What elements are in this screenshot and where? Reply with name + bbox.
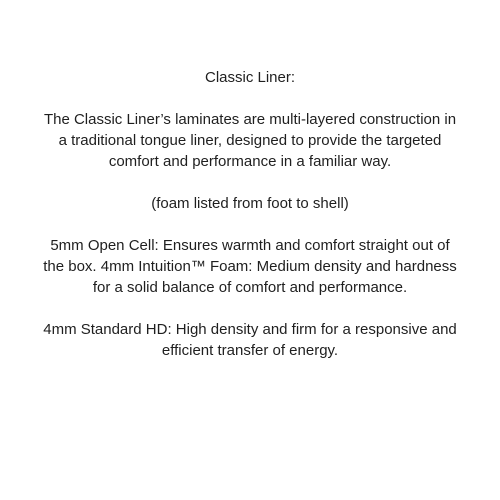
- intro-paragraph: The Classic Liner’s laminates are multi-layered construction in a traditional tongue liner, designed to provide the targeted comfort and performance in a familiar way.: [43, 111, 457, 170]
- layers-paragraph-1: 5mm Open Cell: Ensures warmth and comfort straight out of the box. 4mm Intuition™ Foam: Medium density and hardness for a solid balance of comfort and performance.: [43, 237, 457, 296]
- heading: Classic Liner:: [204, 69, 296, 86]
- foam-order-note: (foam listed from foot to shell): [151, 195, 349, 212]
- layers-paragraph-2: 4mm Standard HD: High density and firm for a responsive and efficient transfer of energy.: [43, 321, 457, 359]
- product-description: [40, 67, 460, 361]
